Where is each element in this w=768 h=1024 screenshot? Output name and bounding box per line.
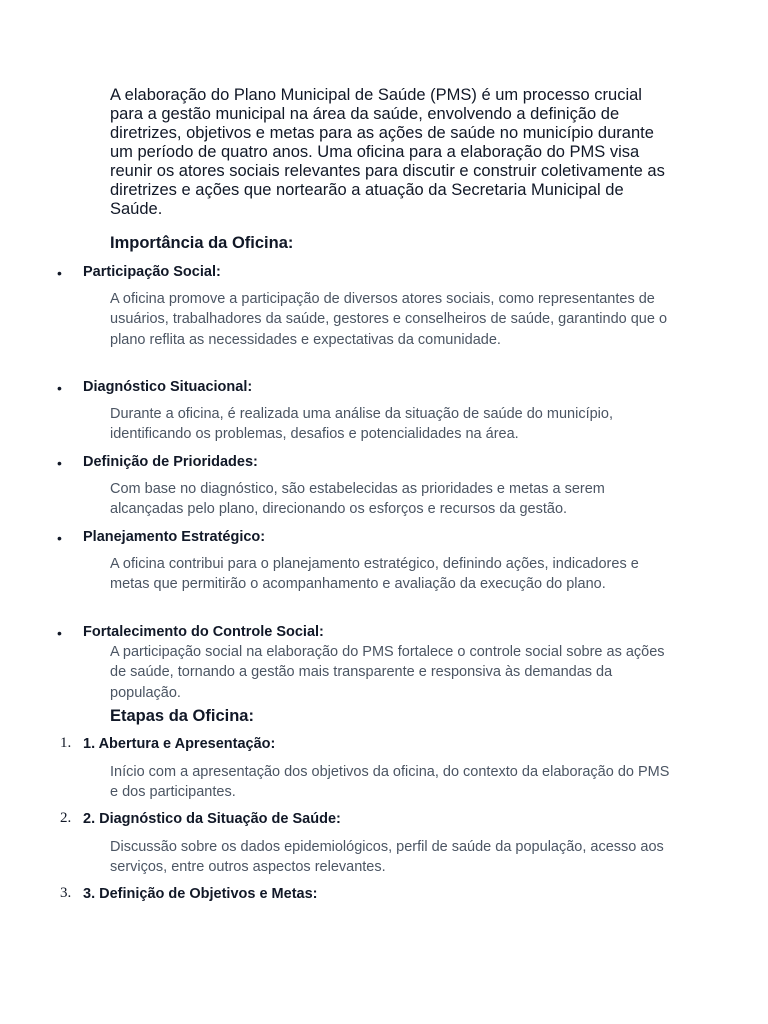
list-number: 3. bbox=[60, 885, 72, 901]
stage-item-title: 3. Definição de Objetivos e Metas: bbox=[83, 886, 318, 902]
list-number: 1. bbox=[60, 735, 72, 751]
bullet-marker: • bbox=[57, 530, 62, 546]
importance-item-title: Participação Social: bbox=[83, 264, 221, 280]
importance-item-title: Planejamento Estratégico: bbox=[83, 529, 266, 545]
importance-item-body: A oficina contribui para o planejamento estratégico, definindo ações, indicadores e metas que permitirão o acompanhamento e avaliação da execução do plano. bbox=[110, 556, 639, 593]
bullet-marker: • bbox=[57, 265, 62, 281]
importance-item-body: A participação social na elaboração do PMS fortalece o controle social sobre as ações de saúde, tornando a gestão mais transparente e responsiva às demandas da população. bbox=[110, 644, 665, 701]
importance-item-body: Com base no diagnóstico, são estabelecidas as prioridades e metas a serem alcançadas pelo plano, direcionando os esforços e recursos da gestão. bbox=[110, 481, 605, 518]
importance-item-title: Diagnóstico Situacional: bbox=[83, 379, 253, 395]
bullet-marker: • bbox=[57, 625, 62, 641]
importance-item-body: Durante a oficina, é realizada uma análise da situação de saúde do município, identificando os problemas, desafios e potencialidades na área. bbox=[110, 406, 613, 443]
stage-item-title: 1. Abertura e Apresentação: bbox=[83, 736, 276, 752]
stage-item-body: Início com a apresentação dos objetivos da oficina, do contexto da elaboração do PMS e dos participantes. bbox=[110, 764, 670, 801]
bullet-marker: • bbox=[57, 455, 62, 471]
list-number: 2. bbox=[60, 810, 72, 826]
importance-item-body: A oficina promove a participação de diversos atores sociais, como representantes de usuários, trabalhadores da saúde, gestores e conselheiros de saúde, garantindo que o plano reflita as necessidades e expectativas da comunidade. bbox=[110, 291, 668, 348]
stages-heading: Etapas da Oficina: bbox=[110, 707, 254, 725]
importance-heading: Importância da Oficina: bbox=[110, 234, 294, 252]
stage-item-body: Discussão sobre os dados epidemiológicos, perfil de saúde da população, acesso aos serviços, entre outros aspectos relevantes. bbox=[110, 839, 664, 876]
intro-paragraph: A elaboração do Plano Municipal de Saúde (PMS) é um processo crucial para a gestão municipal na área da saúde, envolvendo a definição de diretrizes, objetivos e metas para as ações de saúde no município durante um período de quatro anos. Uma oficina para a elaboração do PMS visa reunir os atores sociais relevantes para discutir e construir coletivamente as diretrizes e ações que nortearão a atuação da Secretaria Municipal de Saúde. bbox=[110, 86, 665, 218]
importance-item-title: Definição de Prioridades: bbox=[83, 454, 258, 470]
bullet-marker: • bbox=[57, 380, 62, 396]
importance-item-title: Fortalecimento do Controle Social: bbox=[83, 624, 324, 640]
stage-item-title: 2. Diagnóstico da Situação de Saúde: bbox=[83, 811, 341, 827]
